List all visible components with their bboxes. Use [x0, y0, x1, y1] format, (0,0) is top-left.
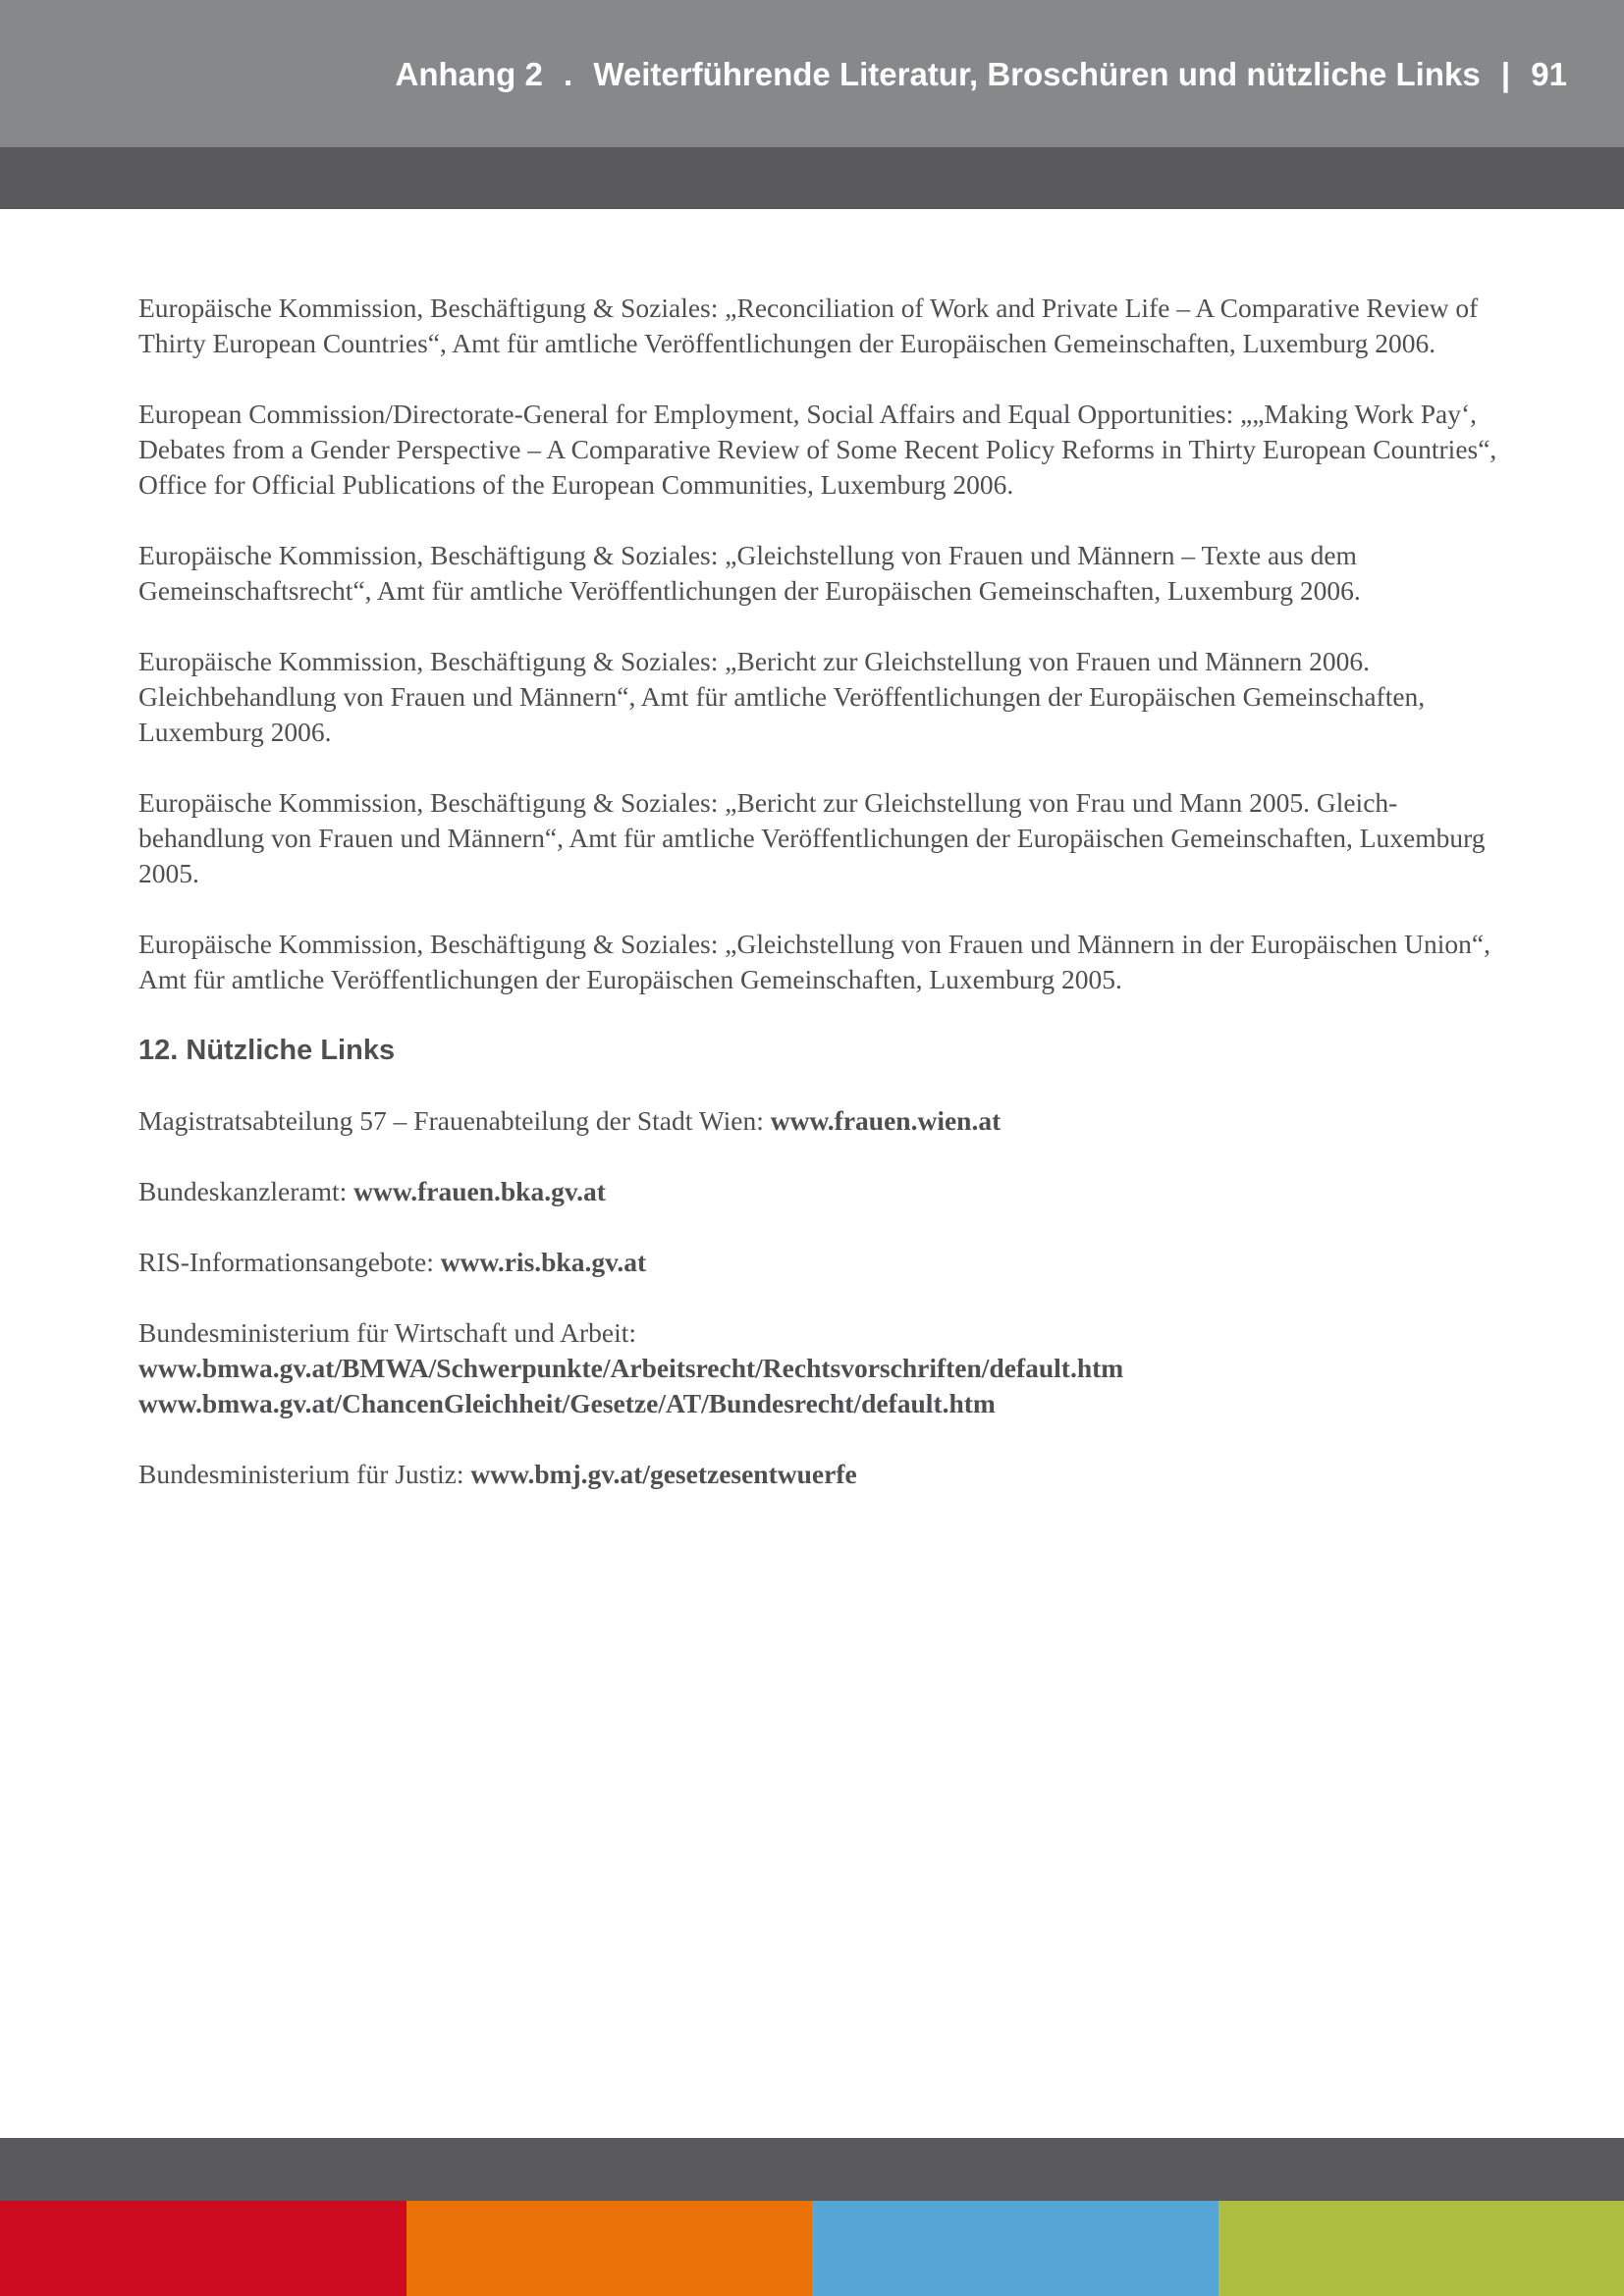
- link-entry: [138, 1245, 1513, 1280]
- chapter-label: Anhang 2: [395, 56, 543, 92]
- link-url[interactable]: www.frauen.bka.gv.at: [353, 1176, 606, 1206]
- link-label: Bundesministerium für Wirtschaft und Arbeit:: [138, 1317, 637, 1348]
- reference-entry: European Commission/Directorate-General for Employment, Social Affairs and Equal Opportunities: „„Making Work Pay‘, Debates from a Gender Perspective – A Comparative Review of Some Recent Policy Reforms in Thirty European Countries“, Office for Official Publications of the European Communities, Luxemburg 2006.: [138, 399, 1497, 500]
- page-content: [138, 291, 1513, 1527]
- footer-stripe-red: [0, 2201, 406, 2296]
- link-entry: [138, 1457, 1513, 1492]
- header-bar: [0, 0, 1624, 147]
- reference-entry: Europäische Kommission, Beschäftigung & Soziales: „Bericht zur Gleichstellung von Frauen und Männern 2006. Gleichbehandlung von Frauen und Männern“, Amt für amtliche Veröffentlichungen der Europäischen Gemeinschaften, Luxemburg 2006.: [138, 646, 1426, 747]
- chapter-title: Weiterführende Literatur, Broschüren und nützliche Links: [593, 56, 1481, 92]
- section-heading: 12. Nützliche Links: [138, 1035, 396, 1066]
- running-header: [396, 55, 1568, 94]
- footer-band: [0, 2138, 1624, 2201]
- link-url[interactable]: www.bmwa.gv.at/ChancenGleichheit/Gesetze/AT/Bundesrecht/default.htm: [138, 1388, 996, 1418]
- header-divider: |: [1500, 56, 1511, 92]
- page-number: 91: [1531, 56, 1567, 92]
- reference-entry: Europäische Kommission, Beschäftigung & Soziales: „Gleichstellung von Frauen und Männern – Texte aus dem Gemeinschaftsrecht“, Amt für amtliche Veröffentlichungen der Europäischen Gemeinschaften, Luxemburg 2006.: [138, 540, 1361, 606]
- reference-entry: Europäische Kommission, Beschäftigung & Soziales: „Reconciliation of Work and Private Life – A Comparative Review of Thirty European Countries“, Amt für amtliche Veröffentlichungen der Europäischen Gemeinschaften, Luxemburg 2006.: [138, 293, 1479, 358]
- footer-color-stripes: [0, 2201, 1624, 2296]
- link-url[interactable]: www.bmwa.gv.at/BMWA/Schwerpunkte/Arbeitsrecht/Rechtsvorschriften/default.htm: [138, 1353, 1124, 1383]
- header-band: [0, 147, 1624, 209]
- link-label: Bundeskanzleramt:: [138, 1176, 354, 1206]
- link-url[interactable]: www.bmj.gv.at/gesetzesentwuerfe: [470, 1459, 857, 1489]
- footer-stripe-orange: [406, 2201, 813, 2296]
- link-entry: [138, 1315, 1513, 1421]
- link-entry: [138, 1174, 1513, 1209]
- footer-stripe-green: [1218, 2201, 1624, 2296]
- reference-entry: Europäische Kommission, Beschäftigung & Soziales: „Gleichstellung von Frauen und Männern in der Europäischen Union“, Amt für amtliche Veröffentlichungen der Europäischen Gemeinschaften, Luxemburg 2005.: [138, 929, 1490, 994]
- footer-stripe-blue: [812, 2201, 1218, 2296]
- header-dot: .: [564, 56, 573, 92]
- link-entry: [138, 1103, 1513, 1139]
- link-url[interactable]: www.ris.bka.gv.at: [440, 1247, 647, 1277]
- link-label: RIS-Informationsangebote:: [138, 1247, 441, 1277]
- link-label: Bundesministerium für Justiz:: [138, 1459, 471, 1489]
- reference-entry: Europäische Kommission, Beschäftigung & Soziales: „Bericht zur Gleichstellung von Frau und Mann 2005. Gleich-behandlung von Frauen und Männern“, Amt für amtliche Veröffentlichungen der Europäischen Gemeinschaften, Luxemburg 2005.: [138, 787, 1486, 888]
- link-url[interactable]: www.frauen.wien.at: [770, 1105, 1001, 1136]
- link-label: Magistratsabteilung 57 – Frauenabteilung der Stadt Wien:: [138, 1105, 771, 1136]
